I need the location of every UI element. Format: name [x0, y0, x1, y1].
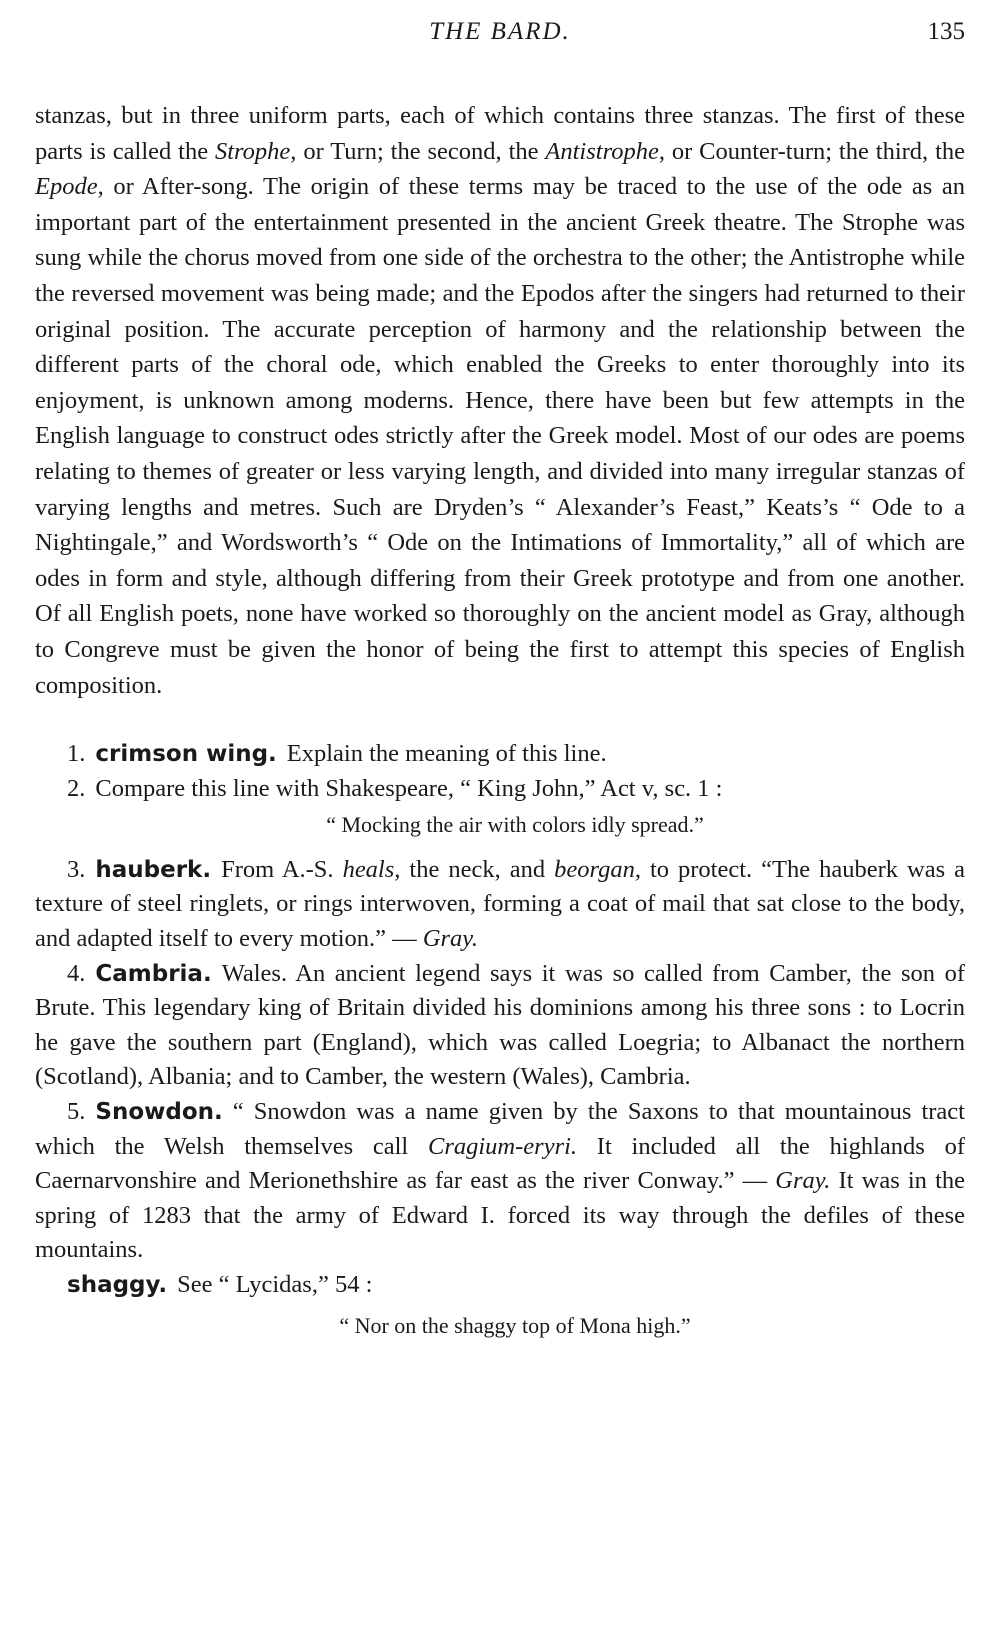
note-text: the neck, and	[400, 855, 555, 883]
note-3	[35, 853, 965, 957]
note-number: 2.	[67, 774, 86, 802]
note-text: to protect. “The hauberk was a texture of steel ringlets, or rings interwoven, forming a coat of mail that sat close to the body, and adapted itself to every motion.” —	[35, 855, 965, 953]
note-text: See “ Lycidas,” 54 :	[177, 1271, 373, 1298]
note-text: Explain the meaning of this line.	[286, 740, 607, 768]
note-4	[35, 957, 965, 1095]
paragraph-text: or Turn; the second, the	[296, 137, 546, 165]
attribution: Gray.	[422, 925, 478, 953]
note-text: It was in the spring of 1283 that the army of Edward I. forced its way through the defiles of these mountains.	[35, 1167, 965, 1264]
note-1	[35, 737, 965, 772]
running-title: THE BARD.	[429, 18, 571, 45]
term-strophe: Strophe,	[215, 137, 297, 165]
paragraph-text: or Counter-turn; the third, the	[664, 137, 965, 165]
etymology-word: beorgan,	[554, 855, 641, 883]
note-lemma: hauberk.	[95, 856, 212, 883]
note-lemma: crimson wing.	[95, 741, 277, 768]
note-6-quotation: “ Nor on the shaggy top of Mona high.”	[339, 1312, 691, 1338]
note-lemma: shaggy.	[67, 1272, 168, 1298]
note-text: From A.-S.	[221, 855, 343, 883]
note-text: Wales. An ancient legend says it was so called from Camber, the son of Brute. This legendary king of Britain divided his dominions among his three sons : to Locrin he gave the southern part (England), which was called Loegria; to Albanact the northern (Scotland), Albania; and to Camber, the western (Wales), Cambria.	[35, 959, 965, 1091]
term-antistrophe: Antistrophe,	[545, 137, 665, 165]
note-number: 5.	[67, 1098, 86, 1126]
note-text: It included all the highlands of Caernarvonshire and Merionethshire as far east as the river Conway.” —	[35, 1132, 966, 1195]
note-lemma: Snowdon.	[95, 1099, 223, 1126]
welsh-name: Cragium-eryri.	[428, 1132, 578, 1160]
page-number: 135	[927, 18, 965, 45]
book-page	[35, 14, 965, 1353]
note-lemma: Cambria.	[95, 960, 212, 987]
note-6	[35, 1268, 965, 1303]
body-paragraph	[35, 98, 965, 703]
note-number: 3.	[67, 855, 86, 883]
note-2-quotation: “ Mocking the air with colors idly spread.”	[326, 812, 704, 838]
paragraph-text: or After-song. The origin of these terms may be traced to the use of the ode as an important part of the entertainment presented in the ancient Greek theatre. The Strophe was sung while the chorus moved from one side of the orchestra to the other; the Antistrophe while the reversed movement was being made; and the Epodos after the singers had returned to their original position. The accurate perception of harmony and the relationship between the different parts of the choral ode, which enabled the Greeks to enter thoroughly into its enjoyment, is unknown among moderns. Hence, there have been but few attempts in the English language to construct odes strictly after the Greek model. Most of our odes are poems relating to themes of greater or less varying length, and divided into many irregular stanzas of varying lengths and metres. Such are Dryden’s “ Alexander’s Feast,” Keats’s “ Ode to a Nightingale,” and Wordsworth’s “ Ode on the Intimations of Immortality,” all of which are odes in form and style, although differing from their Greek prototype and from one another. Of all English poets, none have worked so thoroughly on the ancient model as Gray, although to Congreve must be given the honor of being the first to attempt this species of English composition.	[35, 173, 965, 699]
attribution: Gray.	[775, 1167, 831, 1195]
running-head	[35, 14, 965, 54]
note-number: 1.	[67, 740, 86, 768]
etymology-word: heals,	[342, 855, 401, 883]
note-5	[35, 1095, 965, 1268]
note-text: Compare this line with Shakespeare, “ King John,” Act v, sc. 1 :	[95, 774, 723, 802]
note-number: 4.	[67, 959, 86, 987]
notes-section	[35, 737, 965, 1343]
note-text: “ Snowdon was a name given by the Saxons to that mountainous tract which the Welsh themselves call	[35, 1098, 965, 1160]
term-epode: Epode,	[35, 173, 104, 201]
paragraph-text: stanzas, but in three uniform parts, each of which contains three stanzas. The first of these parts is called the	[35, 102, 965, 165]
note-2	[35, 772, 965, 807]
